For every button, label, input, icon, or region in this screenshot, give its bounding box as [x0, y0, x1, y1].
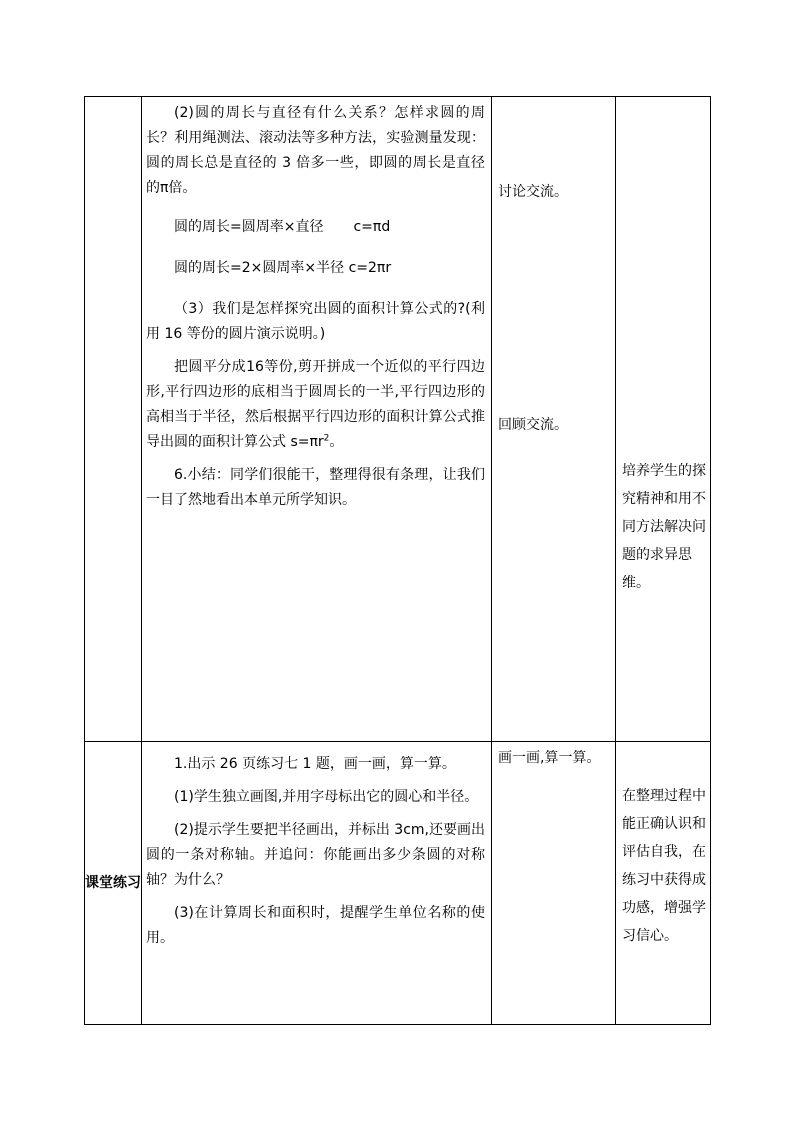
section-label [85, 97, 142, 742]
content-paragraph: (3)在计算周长和面积时，提醒学生单位名称的使用。 [146, 905, 485, 946]
table-row [85, 97, 711, 742]
content-paragraph: （3）我们是怎样探究出圆的面积计算公式的?(利用 16 等份的圆片演示说明。) [146, 301, 485, 342]
circumference-formula-diameter: 圆的周长=圆周率×直径 c=πd [174, 219, 391, 235]
activity-text: 画一画,算一算。 [498, 750, 601, 766]
activity-text: 讨论交流。 [498, 184, 568, 200]
circumference-formula-radius: 圆的周长=2×圆周率×半径 c=2πr [174, 260, 392, 276]
teaching-content [142, 742, 492, 1025]
table-row [85, 742, 711, 1025]
teaching-content [142, 97, 492, 742]
content-paragraph: (2)圆的周长与直径有什么关系？怎样求圆的周长？利用绳测法、滚动法等多种方法，实验测量发现：圆的周长总是直径的 3 倍多一些，即圆的周长是直径的π倍。 [146, 105, 485, 196]
area-derivation-paragraph: 把圆平分成16等份,剪开拼成一个近似的平行四边形,平行四边形的底相当于圆周长的一半,平行四边形的高相当于半径，然后根据平行四边形的面积计算公式推导出圆的面积计算公式 $s=\pi r^2$。 [146, 359, 485, 450]
design-intent [616, 97, 711, 742]
activity-text: 回顾交流。 [498, 417, 568, 433]
content-paragraph: 1.出示 26 页练习七 1 题，画一画，算一算。 [174, 756, 456, 772]
student-activity [492, 97, 616, 742]
content-paragraph: (1)学生独立画图,并用字母标出它的圆心和半径。 [174, 789, 479, 805]
content-paragraph: (2)提示学生要把半径画出，并标出 3cm,还要画出圆的一条对称轴。并追问：你能画出多少条圆的对称轴？为什么？ [146, 822, 485, 888]
goal-text: 在整理过程中能正确认识和评估自我，在练习中获得成功感，增强学习信心。 [622, 788, 706, 944]
summary-paragraph: 6.小结：同学们很能干，整理得很有条理，让我们一目了然地看出本单元所学知识。 [146, 467, 485, 508]
design-intent [616, 742, 711, 1025]
section-label: 课堂练习 [85, 742, 142, 1025]
lesson-plan-table [84, 96, 711, 1025]
goal-text: 培养学生的探究精神和用不同方法解决问题的求异思维。 [622, 463, 706, 591]
student-activity [492, 742, 616, 1025]
